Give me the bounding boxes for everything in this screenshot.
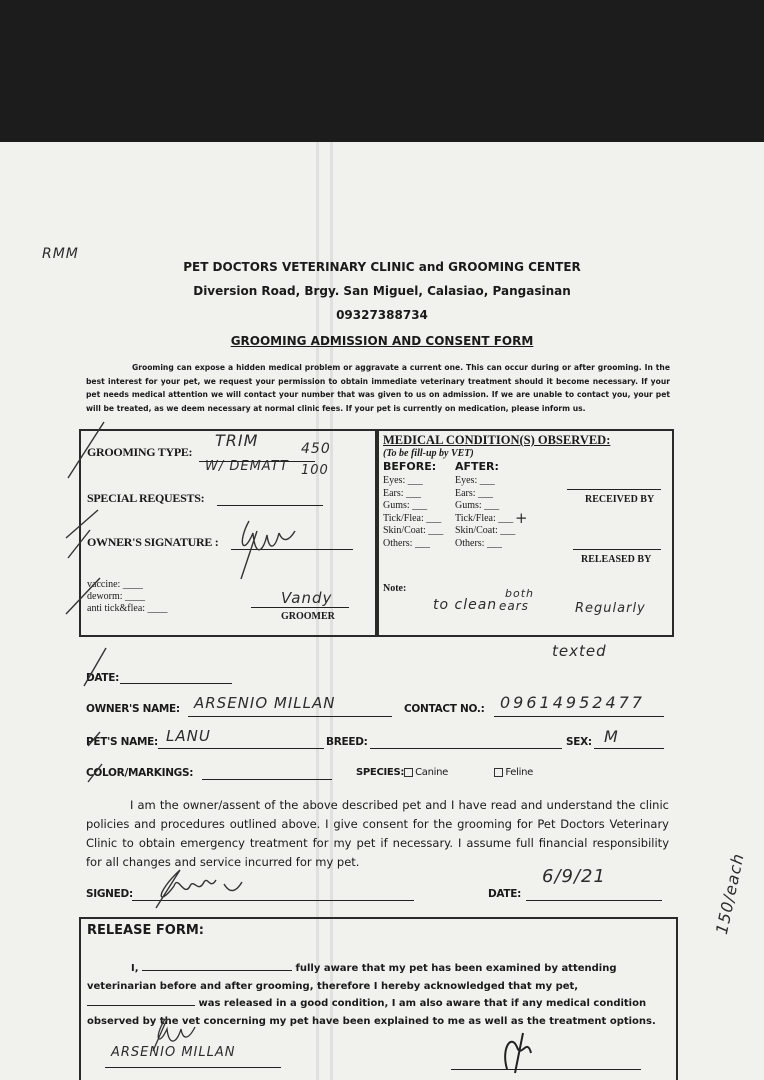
check-slash-icon [78,646,118,796]
date-label: DATE: [86,672,120,684]
grooming-type-addon[interactable]: W/ DEMATT [205,459,289,474]
signed-date-label: DATE: [488,888,522,900]
groomer-name[interactable]: Vandy [281,589,333,607]
after-label: AFTER: [455,460,499,473]
owner-signature-icon [233,513,303,583]
check-slash-icon [60,418,120,618]
signed-label: SIGNED: [86,888,133,900]
released-by-label: RELEASED BY [581,554,652,565]
sex-value[interactable]: M [604,727,619,746]
contact-value[interactable]: 09614952477 [500,693,645,712]
canine-checkbox[interactable] [404,768,413,777]
clinic-phone: 09327388734 [336,308,428,322]
owner-signature-label: OWNER'S SIGNATURE : [87,535,219,549]
clinic-address: Diversion Road, Brgy. San Miguel, Calasiao, Pangasinan [193,284,571,298]
release-owner-name[interactable]: ARSENIO MILLAN [111,1045,236,1060]
contact-label: CONTACT NO.: [404,703,485,715]
consent-text: I am the owner/assent of the above described pet and I have read and understand the clinic policies and procedures outlined above. I give consent for the grooming for Pet Doctors Veterinary Clinic to obtain emergency treatment for my pet if necessary. I assume full financial responsibility for all changes and service incurred for my pet. [86,798,669,869]
grooming-box [79,429,379,637]
special-requests-field[interactable] [217,505,323,506]
texted-note: texted [552,642,607,660]
note-label: Note: [383,583,407,594]
intro-text: Grooming can expose a hidden medical problem or aggravate a current one. This can occur during or after grooming. In the best interest for your pet, we request your permission to obtain immediate veterinary treatment should it become necessary. If your pet needs medical attention we will contact your number that was given to us on admission. If we are unable to contact you, your pet will be treated, as we deem necessary at normal clinic fees. If your pet is currently on medication, please inform us. [86,363,670,413]
owner-name-label: OWNER'S NAME: [86,703,180,715]
sex-label: SEX: [566,736,592,748]
medical-subtitle: (To be fill-up by VET) [383,448,474,459]
color-label: COLOR/MARKINGS: [86,767,194,779]
received-by-label: RECEIVED BY [585,494,655,505]
antitick-label: anti tick&flea: ____ [87,603,168,614]
medical-title: MEDICAL CONDITION(S) OBSERVED: [383,433,611,447]
form-title: GROOMING ADMISSION AND CONSENT FORM [230,334,534,348]
special-requests-label: SPECIAL REQUESTS: [87,491,205,505]
corner-initials: RMM [42,246,79,262]
tick-after-mark: + [515,509,529,527]
signature-icon [150,864,280,912]
deworm-label: deworm: ____ [87,591,146,602]
before-label: BEFORE: [383,460,437,473]
note-ears[interactable]: ears [499,599,529,613]
form-page [0,142,764,1080]
note-insert[interactable]: both [505,587,534,600]
groomer-label: GROOMER [281,611,335,622]
species-label: SPECIES: Canine Feline [356,767,533,778]
release-title: RELEASE FORM: [87,923,204,938]
grooming-type-label: GROOMING TYPE: [87,445,193,459]
grooming-price[interactable]: 450 [301,441,331,457]
breed-label: BREED: [326,736,368,748]
breed-field[interactable] [370,748,562,749]
medical-box [375,429,674,637]
release-box [79,917,678,1080]
margin-note: 150/each [712,851,748,936]
clinic-name: PET DOCTORS VETERINARY CLINIC and GROOMING CENTER [183,260,581,274]
pet-name-label: PET'S NAME: [86,736,158,748]
grooming-type-value[interactable]: TRIM [215,431,259,450]
feline-checkbox[interactable] [494,768,503,777]
date-field[interactable] [120,683,232,684]
note-text[interactable]: to clean [433,597,498,613]
grooming-addon-price[interactable]: 100 [301,463,329,478]
after-column: Eyes: ___ Ears: ___ Gums: ___ Tick/Flea: ___ Skin/Coat: ___ Others: ___ [455,475,516,549]
owner-name-value[interactable]: ARSENIO MILLAN [194,694,336,712]
vaccine-label: vaccine: ____ [87,579,143,590]
note-regularly[interactable]: Regularly [575,601,646,616]
pet-name-value[interactable]: LANU [166,727,211,745]
release-text: I, fully aware that my pet has been examined by attending veterinarian before and after grooming, therefore I hereby acknowledged that my pet, was released in a good condition, I am also aware that if any medical condition observed by the vet concerning my pet have been explained to me as well as the treatment options. [87,963,656,1027]
color-field[interactable] [202,779,332,780]
signed-date-value[interactable]: 6/9/21 [542,866,606,887]
before-column: Eyes: ___ Ears: ___ Gums: ___ Tick/Flea: ___ Skin/Coat: ___ Others: ___ [383,475,444,549]
